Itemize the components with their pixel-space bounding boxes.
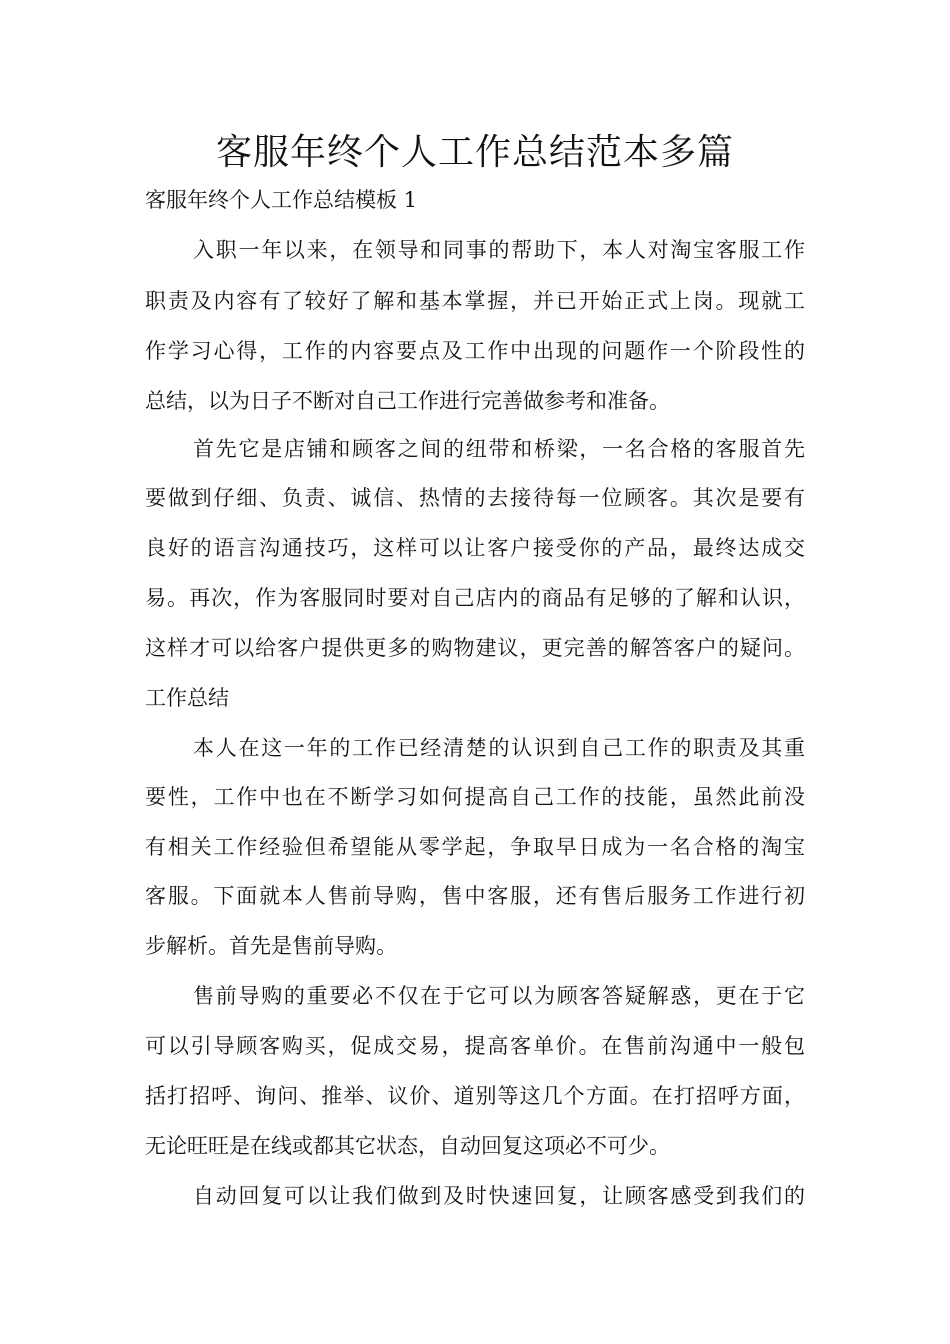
paragraph-line: 良好的语言沟通技巧，这样可以让客户接受你的产品，最终达成交 [145, 536, 805, 560]
paragraph-line: 有相关工作经验但希望能从零学起，争取早日成为一名合格的淘宝 [145, 835, 805, 859]
paragraph-line: 作学习心得，工作的内容要点及工作中出现的问题作一个阶段性的 [145, 339, 805, 363]
paragraph-line: 要性，工作中也在不断学习如何提高自己工作的技能，虽然此前没 [145, 785, 805, 809]
paragraph-line: 入职一年以来，在领导和同事的帮助下，本人对淘宝客服工作 [193, 238, 805, 262]
paragraph-line: 客服。下面就本人售前导购，售中客服，还有售后服务工作进行初 [145, 884, 805, 908]
document-title: 客服年终个人工作总结范本多篇 [215, 132, 734, 173]
paragraph-line: 括打招呼、询问、推举、议价、道别等这几个方面。在打招呼方面， [145, 1084, 805, 1108]
paragraph-line: 易。再次，作为客服同时要对自己店内的商品有足够的了解和认识， [145, 586, 805, 610]
paragraph-line: 首先它是店铺和顾客之间的纽带和桥梁，一名合格的客服首先 [193, 437, 805, 461]
paragraph-line: 售前导购的重要必不仅在于它可以为顾客答疑解惑，更在于它 [193, 984, 805, 1008]
section-heading: 工作总结 [145, 686, 229, 710]
paragraph-line: 可以引导顾客购买，促成交易，提高客单价。在售前沟通中一般包 [145, 1034, 805, 1058]
paragraph-line: 这样才可以给客户提供更多的购物建议，更完善的解答客户的疑问。 [145, 636, 805, 660]
paragraph-line: 无论旺旺是在线或都其它状态，自动回复这项必不可少。 [145, 1134, 670, 1158]
paragraph-line: 步解析。首先是售前导购。 [145, 934, 397, 958]
paragraph-line: 总结，以为日子不断对自己工作进行完善做参考和准备。 [145, 389, 670, 413]
paragraph-line: 本人在这一年的工作已经清楚的认识到自己工作的职责及其重 [193, 736, 805, 760]
paragraph-line: 要做到仔细、负责、诚信、热情的去接待每一位顾客。其次是要有 [145, 486, 805, 510]
paragraph-line: 自动回复可以让我们做到及时快速回复，让顾客感受到我们的 [193, 1184, 805, 1208]
paragraph-line: 职责及内容有了较好了解和基本掌握，并已开始正式上岗。现就工 [145, 289, 805, 313]
section-heading: 客服年终个人工作总结模板 1 [145, 188, 418, 212]
